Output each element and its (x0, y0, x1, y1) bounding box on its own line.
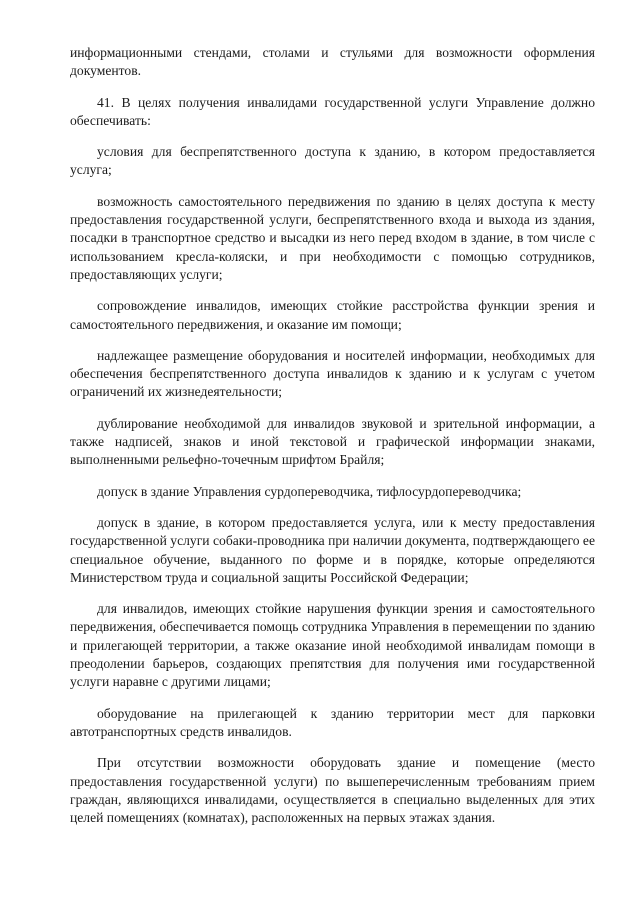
paragraph-guide-dog: допуск в здание, в котором предоставляется услуга, или к месту предоставления государственной услуги собаки-проводника при наличии документа, подтверждающего ее специальное обучение, выданного по форме и в порядке, которые определяются Министерством труда и социальной защиты Российской Федерации; (70, 514, 595, 585)
paragraph-equipment-placement: надлежащее размещение оборудования и носителей информации, необходимых для обеспечения беспрепятственного доступа инвалидов к зданию и к услугам с учетом ограничений их жизнедеятельности; (70, 347, 595, 400)
paragraph-parking: оборудование на прилегающей к зданию территории мест для парковки автотранспортных средств инвалидов. (70, 705, 595, 739)
paragraph-access-conditions: условия для беспрепятственного доступа к зданию, в котором предоставляется услуга; (70, 144, 595, 178)
paragraph-alternative-premises: При отсутствии возможности оборудовать здание и помещение (место предоставления государственной услуги) по вышеперечисленным требованиям прием граждан, являющихся инвалидами, осуществляется в специально выделенных для этих целей помещениях (комнатах), расположенных на первых этажах здания. (70, 755, 595, 826)
paragraph-interpreter-admission: допуск в здание Управления сурдопереводчика, тифлосурдопереводчика; (97, 483, 522, 499)
paragraph-item-41: 41. В целях получения инвалидами государственной услуги Управление должно обеспечивать: (70, 94, 595, 128)
paragraph-staff-assistance: для инвалидов, имеющих стойкие нарушения функции зрения и самостоятельного передвижения, обеспечивается помощь сотрудника Управления в перемещении по зданию и прилегающей территории, а также оказание иной необходимой инвалидам помощи в преодолении барьеров, создающих препятствия для получения ими государственной услуги наравне с другими лицами; (70, 601, 595, 690)
paragraph-independent-movement: возможность самостоятельного передвижения по зданию в целях доступа к месту предоставления государственной услуги, беспрепятственного входа и выхода из здания, посадки в транспортное средство и высадки из него перед входом в здание, в том числе с использованием кресла-коляски, и при необходимости с помощью сотрудников, предоставляющих услуги; (70, 193, 595, 282)
paragraph-escort: сопровождение инвалидов, имеющих стойкие расстройства функции зрения и самостоятельного передвижения, и оказание им помощи; (70, 298, 595, 332)
paragraph-continuation: информационными стендами, столами и стульями для возможности оформления документов. (70, 45, 595, 79)
paragraph-braille-duplication: дублирование необходимой для инвалидов звуковой и зрительной информации, а также надписей, знаков и иной текстовой и графической информации знаками, выполненными рельефно-точечным шрифтом Брайля; (70, 415, 595, 468)
